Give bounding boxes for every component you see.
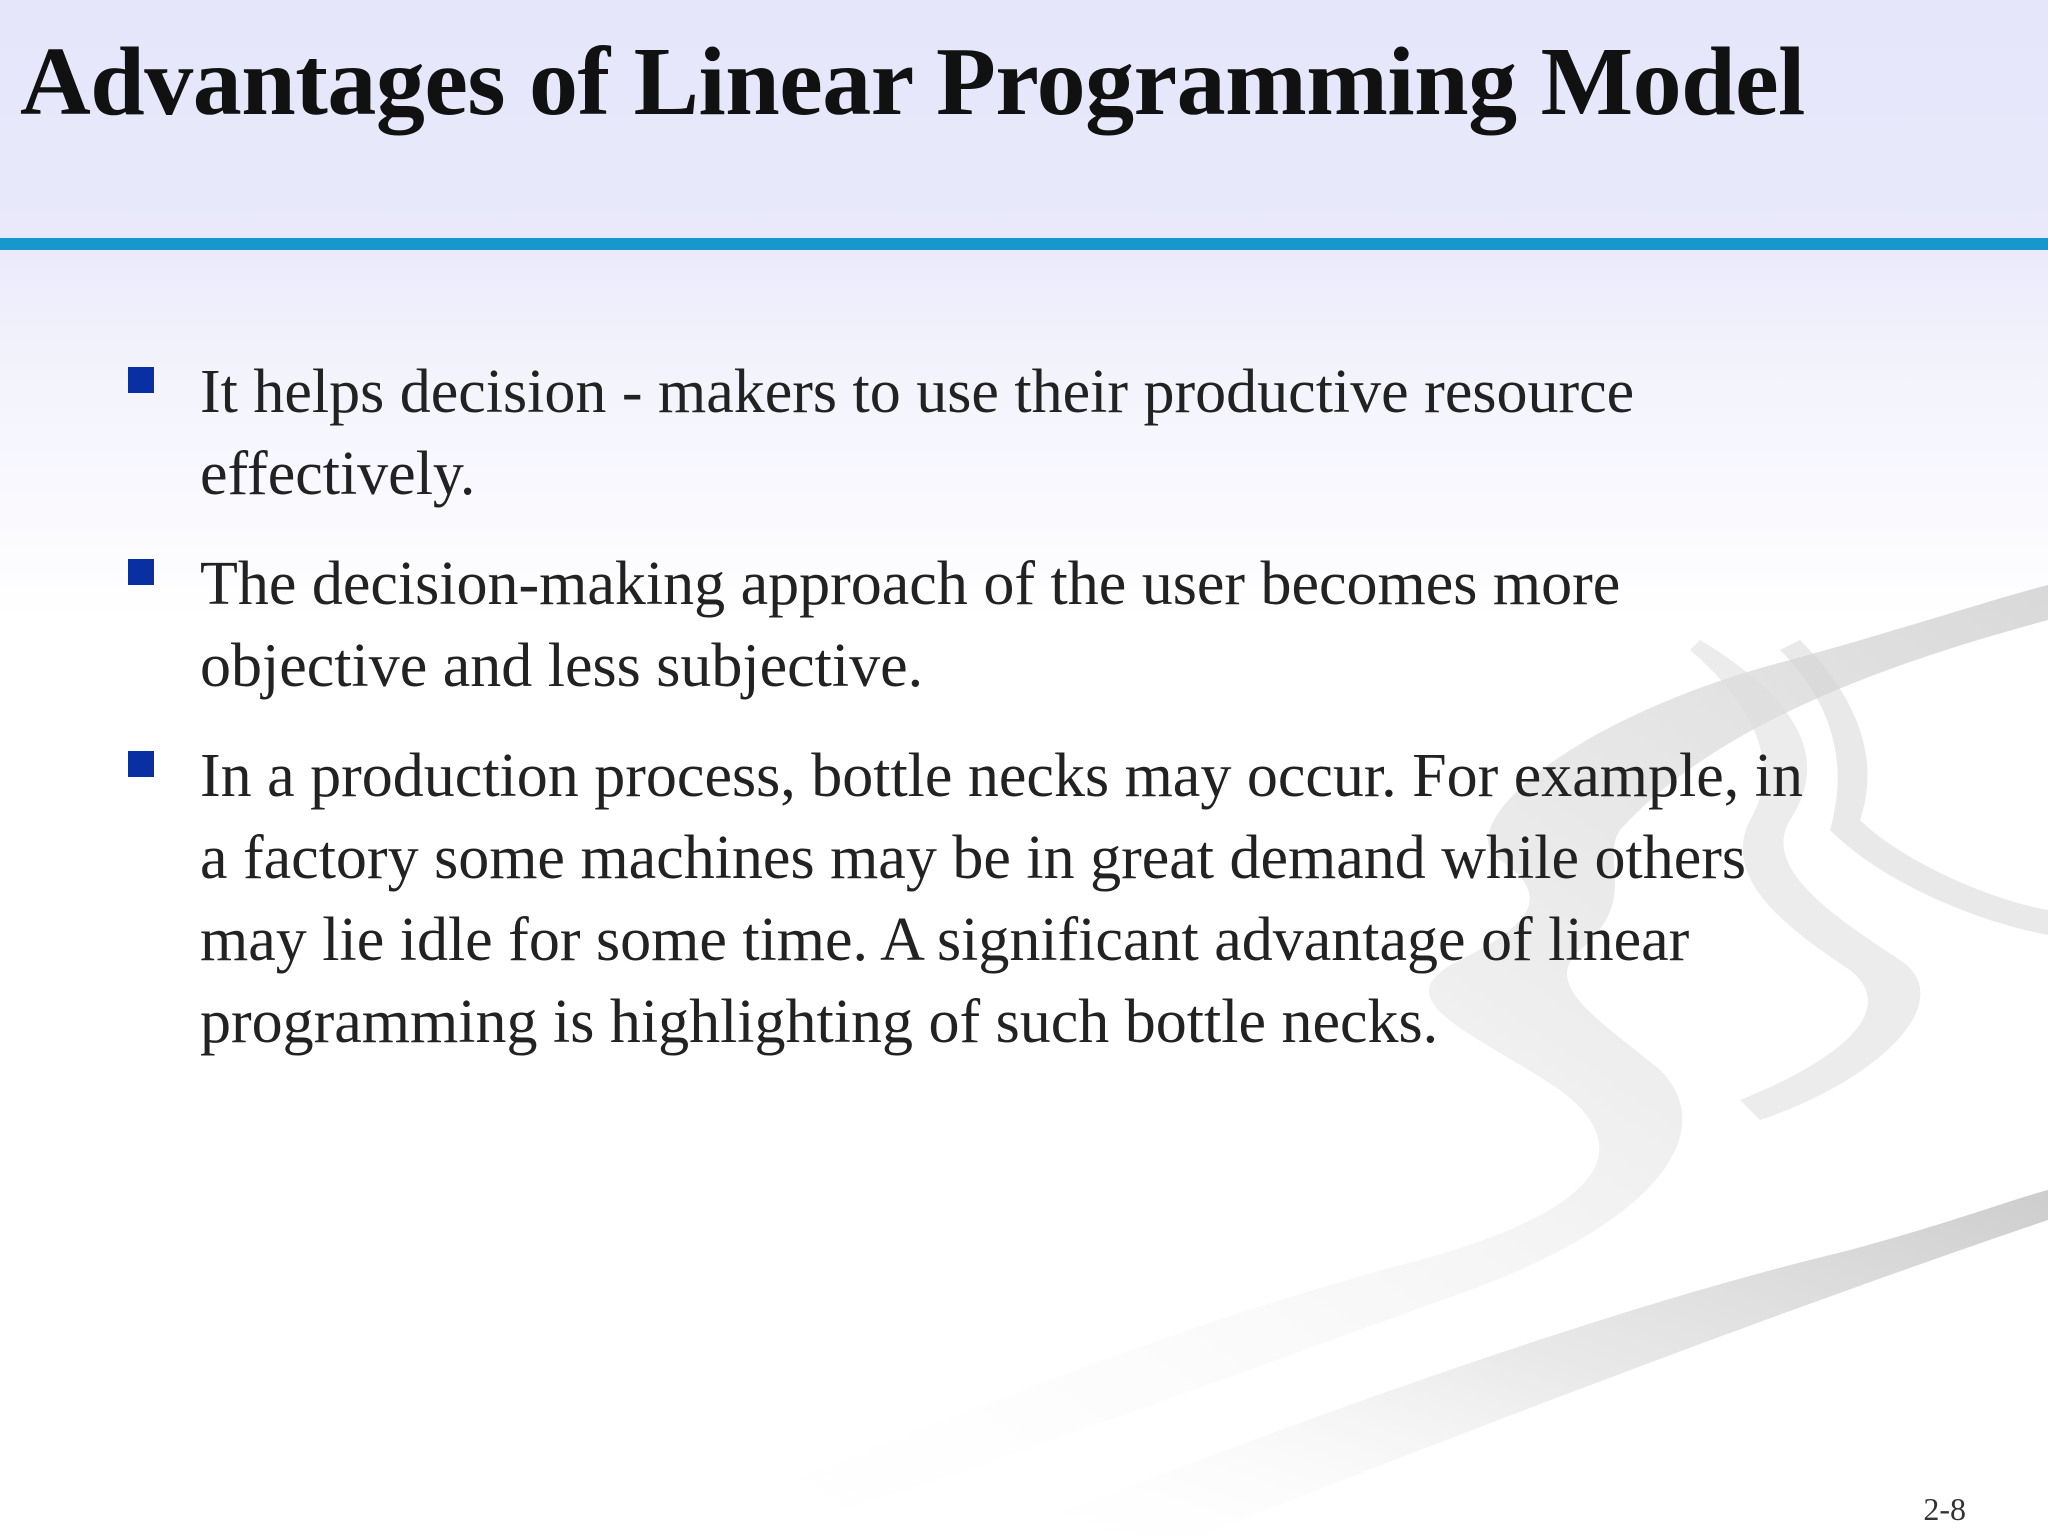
square-bullet-icon [128, 559, 154, 585]
bullet-line: may lie idle for some time. A significant advantage of linear [200, 906, 1690, 974]
bullet-line: It helps decision - makers to use their productive resource [200, 358, 1635, 426]
slide-title: Advantages of Linear Programming Model [20, 28, 1805, 136]
bullet-text [200, 543, 1920, 707]
square-bullet-icon [128, 751, 154, 777]
page-number: 2-8 [1923, 1491, 1966, 1527]
bullet-line: programming is highlighting of such bottle necks. [200, 988, 1439, 1056]
bullet-text [200, 351, 1920, 515]
bullet-text [200, 735, 1920, 1063]
bullet-line: In a production process, bottle necks may occur. For example, in [200, 742, 1803, 810]
bullet-line: effectively. [200, 440, 476, 508]
bullet-line: The decision-making approach of the user becomes more [200, 550, 1621, 618]
square-bullet-icon [128, 367, 154, 393]
title-divider [0, 238, 2048, 250]
bullet-line: a factory some machines may be in great demand while others [200, 824, 1747, 892]
bullet-line: objective and less subjective. [200, 632, 924, 700]
